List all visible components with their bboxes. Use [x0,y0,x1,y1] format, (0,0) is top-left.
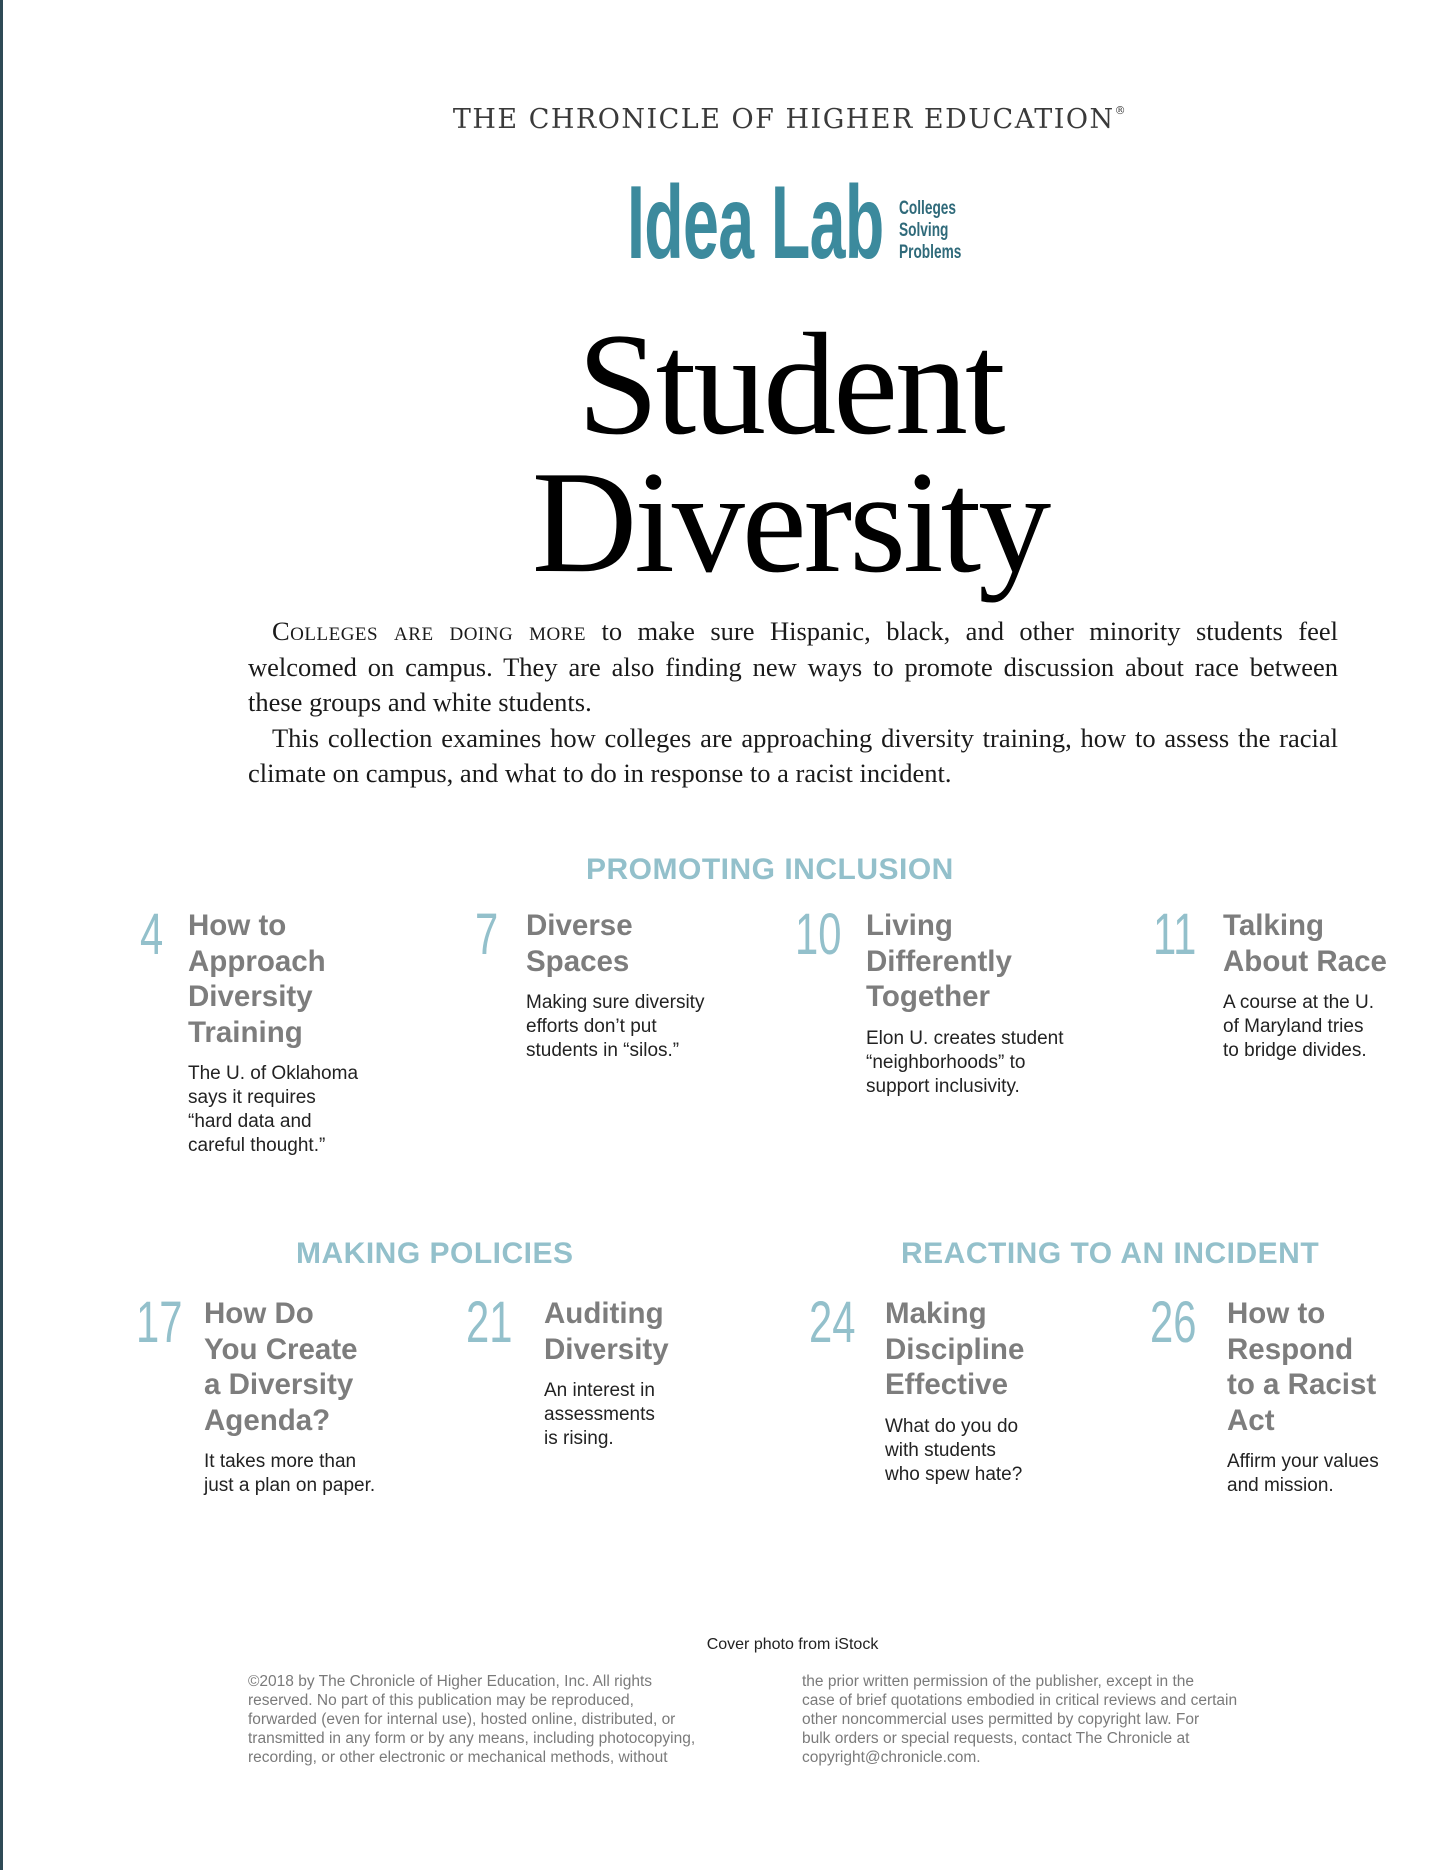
entry-title[interactable]: Diverse Spaces [526,909,633,978]
copyright-notice-left: ©2018 by The Chronicle of Higher Education, Inc. All rights reserved. No part of this publication may be reproduced, forwarded (even for internal use), hosted online, distributed, or transmitted in any form or by any means, including photocopying, recording, or other electronic or mechanical methods, without [248,1673,696,1766]
copyright-notice-right: the prior written permission of the publisher, except in the case of brief quotations embodied in critical reviews and certain other noncommercial uses permitted by copyright law. For bulk orders or special requests, contact The Chronicle at copyright@chronicle.com. [802,1673,1238,1766]
intro-lead-in: Colleges are doing more [272,616,587,646]
entry-description: The U. of Oklahoma says it requires “hard data and careful thought.” [188,1063,359,1156]
intro-paragraph-2: This collection examines how colleges are approaching diversity training, how to assess the racial climate on campus, and what to do in response to a racist incident. [248,722,1338,788]
entry-title[interactable]: How Do You Create a Diversity Agenda? [204,1297,358,1437]
page-number: 17 [136,1290,183,1355]
entry-title[interactable]: Living Differently Together [866,909,1012,1013]
section-heading-reacting-to-incident: REACTING TO AN INCIDENT [901,1237,1320,1270]
section-heading-making-policies: MAKING POLICIES [296,1237,574,1270]
page-number: 4 [140,902,164,967]
page-title: Student Diversity [531,303,1049,603]
idea-lab-wordmark: Idea Lab [627,165,884,281]
page-number: 11 [1153,902,1197,967]
entry-description: A course at the U. of Maryland tries to bridge divides. [1223,992,1375,1061]
entry-title[interactable]: How to Approach Diversity Training [188,909,326,1049]
page-number: 26 [1150,1290,1197,1355]
cover-photo-credit: Cover photo from iStock [706,1636,879,1653]
entry-description: Elon U. creates student “neighborhoods” to support inclusivity. [866,1027,1064,1097]
section-heading-promoting-inclusion: PROMOTING INCLUSION [586,853,954,886]
entry-description: An interest in assessments is rising. [544,1380,655,1449]
left-edge-rule [0,0,3,1870]
page-number: 7 [475,902,499,967]
entry-description: Affirm your values and mission. [1227,1451,1379,1496]
entry-description: It takes more than just a plan on paper. [204,1451,376,1496]
idea-lab-tagline: Colleges Solving Problems [899,198,962,263]
entry-title[interactable]: Making Discipline Effective [885,1297,1025,1401]
entry-title[interactable]: How to Respond to a Racist Act [1227,1297,1377,1437]
page-number: 21 [466,1290,513,1355]
intro-paragraph-1: Colleges are doing more to make sure Hispanic, black, and other minority students feel welcomed on campus. They are also finding new ways to promote discussion about race between these groups and white students. [248,616,1339,717]
page-number: 10 [795,902,842,967]
registered-mark: ® [1114,104,1128,117]
entry-description: What do you do with students who spew hate? [885,1415,1023,1485]
entry-title[interactable]: Talking About Race [1223,909,1387,978]
entry-title[interactable]: Auditing Diversity [544,1297,669,1366]
intro-text [248,614,1338,792]
publisher-name: THE CHRONICLE OF HIGHER EDUCATION® [452,104,1128,135]
page-number: 24 [809,1290,856,1355]
entry-description: Making sure diversity efforts don’t put students in “silos.” [526,992,705,1061]
